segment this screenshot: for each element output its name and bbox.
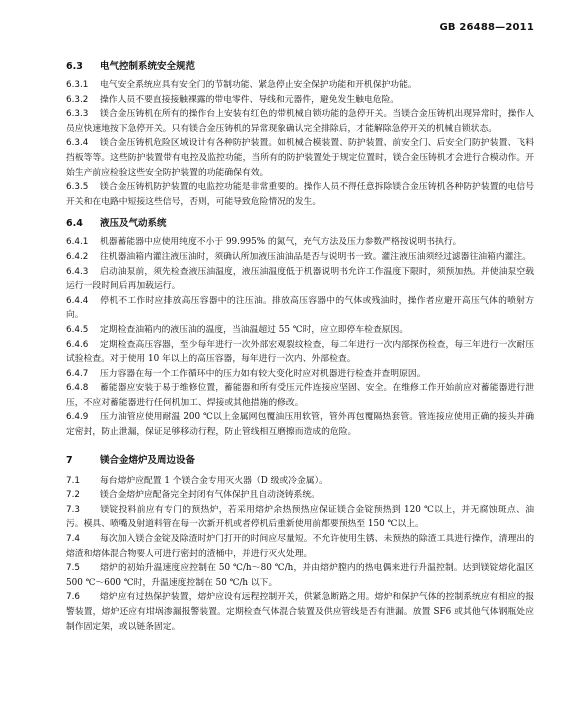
clause-number: 6.4.7 — [66, 368, 89, 379]
section-6-3 — [66, 60, 534, 209]
clause-paragraph — [66, 78, 534, 93]
clause-text: 压力油管应使用耐温 200 ℃以上金属网包覆油压用软管，管外再包覆隔热套管。管连接应使用正确的接头并确定密封，防止泄漏，保证足够移动行程，防止管线相互磨擦而造成的危险。 — [66, 412, 534, 438]
clause-paragraph — [66, 136, 534, 180]
clause-number: 6.4.1 — [66, 237, 89, 248]
clause-paragraph — [66, 235, 534, 250]
clause-text: 镁锭投料前应有专门的预热炉，若采用熔炉余热预热应保证镁合金锭预热到 120 ℃以上，并无腐蚀斑点、油污。模具、喷嘴及射道料管在每一次新开机或者停机后重新使用前都要预热至 150 ℃以上。 — [66, 504, 534, 530]
clause-paragraph — [66, 381, 534, 410]
clause-number: 7.4 — [66, 534, 80, 545]
clause-text: 镁合金压铸机防护装置的电监控功能是非常重要的。操作人员不得任意拆除镁合金压铸机各种防护装置的电信号开关和在电路中短接这些信号，否则，可能导致危险情况的发生。 — [66, 182, 534, 207]
clause-number: 6.4.8 — [66, 383, 89, 394]
clause-paragraph — [66, 107, 534, 136]
clause-paragraph — [66, 294, 534, 323]
clause-number: 6.3.5 — [66, 182, 89, 193]
clause-paragraph — [66, 265, 534, 294]
clause-paragraph — [66, 250, 534, 265]
clause-number: 7.3 — [66, 504, 80, 515]
clause-paragraph — [66, 561, 534, 590]
clause-number: 7.5 — [66, 563, 80, 574]
clause-paragraph — [66, 93, 534, 108]
clause-text: 熔炉应有过热保护装置，熔炉应设有远程控制开关，供紧急断路之用。熔炉和保护气体的控制系统应有相应的报警装置，熔炉还应有坩埚渗漏报警装置。定期检查气体混合装置及供应管线是否有泄漏。放置 SF6 或其他气体钢瓶处应制作固定架，或以链条固定。 — [66, 592, 534, 632]
clause-paragraph — [66, 532, 534, 561]
document-body — [66, 52, 534, 636]
clause-number: 7.2 — [66, 490, 80, 501]
clause-text: 电气安全系统应具有安全门的节制功能、紧急停止安全保护功能和开机保护功能。 — [100, 80, 417, 90]
clause-text: 压力容器在每一个工作循环中的压力如有较大变化时应对机器进行检查并查明原因。 — [100, 368, 426, 379]
clause-paragraph — [66, 488, 534, 503]
section-6-4 — [66, 217, 534, 439]
clause-text: 每台熔炉应配置 1 个镁合金专用灭火器（D 级或冷金属）。 — [100, 475, 328, 486]
section-title: 液压及气动系统 — [100, 218, 167, 230]
section-number: 6.4 — [66, 218, 83, 230]
clause-text: 镁合金压铸机在所有的操作台上安装有红色的带机械自锁功能的急停开关。当镁合金压铸机出现异常时，操作人员应快速地按下急停开关。只有镁合金压铸机的异常现象确认完全排除后，才能解除急停开关的机械自锁状态。 — [66, 109, 534, 134]
clause-text: 启动油泵前，须先检查液压油温度，液压油温度低于机器说明书允许工作温度下限时，须预加热。并使油泵空载运行一段时间后再加载运行。 — [66, 266, 534, 292]
section-heading — [66, 454, 534, 468]
clause-paragraph — [66, 590, 534, 634]
standard-code: GB 26488—2011 — [439, 22, 534, 33]
clause-text: 机器蓄能器中应使用纯度不小于 99.995% 的氮气，充气方法及压力参数严格按说明书执行。 — [100, 237, 462, 248]
section-7 — [66, 454, 534, 635]
clause-text: 定期检查高压容器，至少每年进行一次外部宏观裂纹检查，每二年进行一次内部探伤检查，每三年进行一次耐压试验检查。对于使用 10 年以上的高压容器，每年进行一次内、外部检查。 — [66, 339, 534, 365]
clause-text: 镁合金压铸机危险区域设计有各种防护装置。如机械合模装置、防护装置、前安全门、后安全门防护装置、飞料挡板等等。这些防护装置带有电控及监控功能，当所有的防护装置处于规定位置时，镁合金压铸机才会进行合模动作。开始生产前应检验这些安全防护装置的功能确保有效。 — [66, 138, 534, 178]
clause-paragraph — [66, 474, 534, 489]
clause-number: 7.6 — [66, 592, 80, 603]
clause-text: 操作人员不要直接接触裸露的带电零件、导线和元器件，避免发生触电危险。 — [100, 94, 400, 105]
clause-text: 熔炉的初始升温速度应控制在 50 ℃/h～80 ℃/h，并由熔炉膛内的热电偶来进行升温控制。达到镁锭熔化温区 500 ℃～600 ℃时，升温速度控制在 50 ℃/h 以下。 — [66, 563, 534, 588]
clause-number: 6.4.6 — [66, 339, 89, 350]
clause-number: 6.4.3 — [66, 266, 89, 277]
clause-number: 6.4.9 — [66, 412, 89, 423]
clause-paragraph — [66, 180, 534, 209]
clause-number: 6.3.4 — [66, 138, 89, 149]
clause-number: 6.3.2 — [66, 94, 89, 105]
clause-number: 6.4.4 — [66, 295, 89, 306]
clause-number: 6.4.2 — [66, 251, 89, 262]
clause-number: 6.4.5 — [66, 324, 89, 335]
clause-number: 7.1 — [66, 475, 80, 486]
clause-paragraph — [66, 410, 534, 439]
clause-paragraph — [66, 367, 534, 382]
clause-text: 定期检查油箱内的液压油的温度，当油温超过 55 ℃时，应立即停车检查原因。 — [100, 324, 409, 335]
clause-text: 停机不工作时应排放高压容器中的注压油。排放高压容器中的气体或残油时，操作者应避开高压气体的喷射方向。 — [66, 295, 534, 321]
clause-text: 镁合金熔炉应配备完全封闭有气体保护且自动浇铸系统。 — [100, 490, 320, 501]
clause-text: 往机器油箱内灌注液压油时，须确认所加液压油油品是否与说明书一致。灌注液压油须经过滤器往油箱内灌注。 — [100, 251, 532, 262]
clause-paragraph — [66, 503, 534, 532]
section-number: 6.3 — [66, 61, 83, 72]
clause-text: 每次加入镁合金锭及除渣时炉门打开的时间应尽量短。不允许使用生锈、未预热的除渣工具进行操作，清理出的熔渣和熔体混合物要人可进行密封的渣桶中，并进行灭火处理。 — [66, 534, 534, 559]
clause-text: 蓄能器应安装于易于维修位置，蓄能器和所有受压元件连接应坚固、安全。在维修工作开始前应对蓄能器进行泄压，不应对蓄能器进行任何机加工、焊接或其他措施的修改。 — [66, 383, 534, 408]
clause-paragraph — [66, 323, 534, 338]
clause-number: 6.3.1 — [66, 80, 89, 90]
clause-number: 6.3.3 — [66, 109, 89, 120]
clause-paragraph — [66, 338, 534, 367]
section-title: 镁合金熔炉及周边设备 — [100, 454, 196, 466]
section-number: 7 — [66, 454, 73, 466]
section-heading — [66, 60, 534, 74]
section-title: 电气控制系统安全规范 — [100, 61, 196, 72]
section-heading — [66, 217, 534, 231]
